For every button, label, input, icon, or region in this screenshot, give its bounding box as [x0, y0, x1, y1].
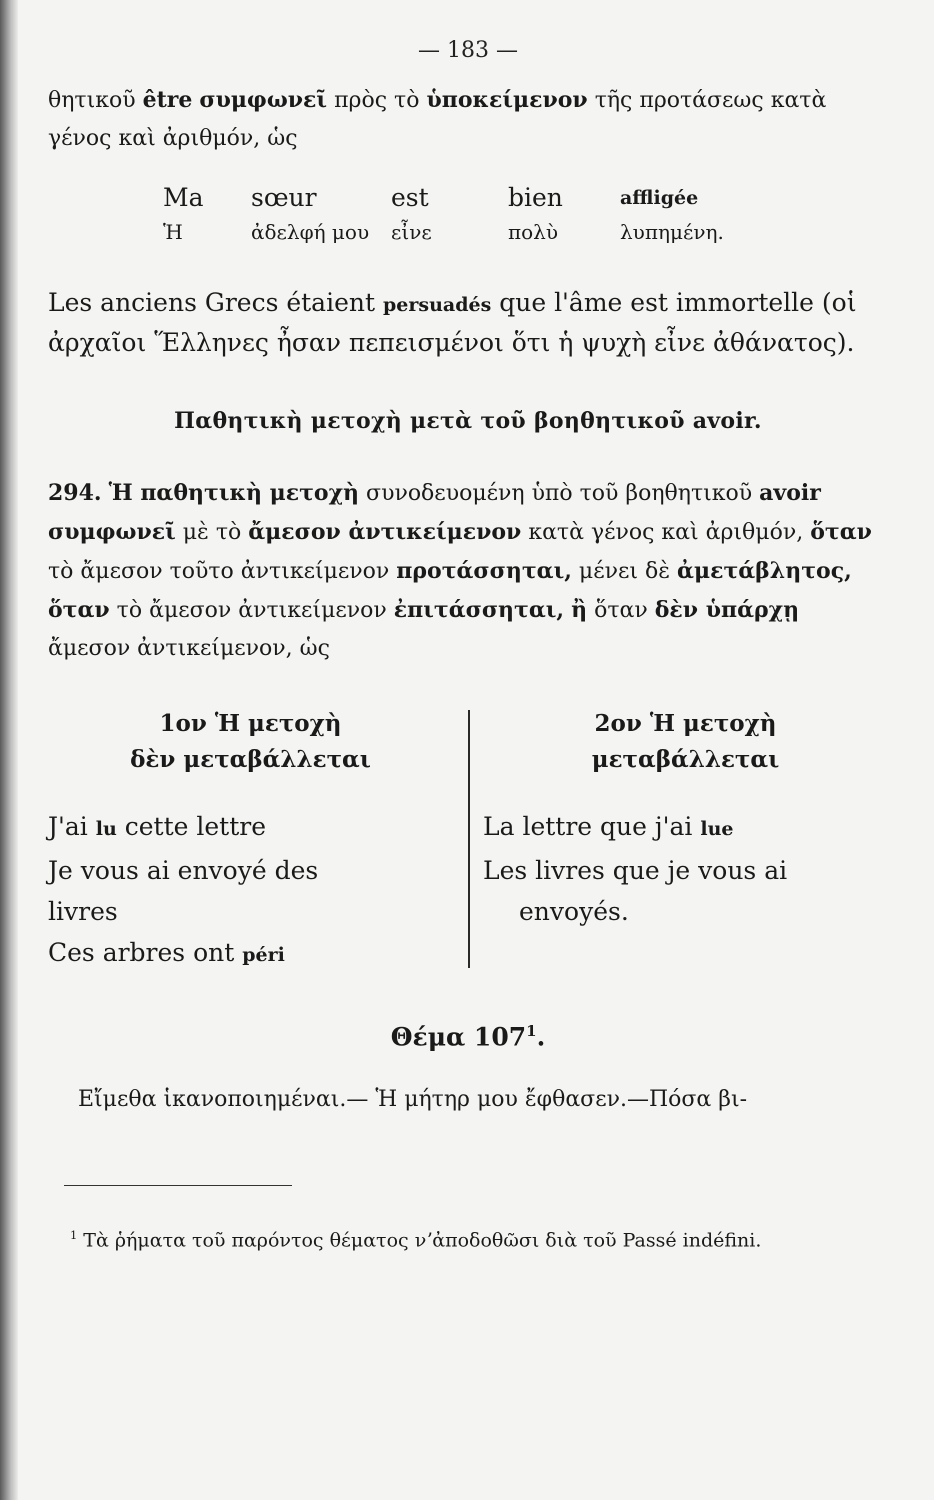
footnote-marker: 1	[70, 1228, 78, 1243]
example-word: εἶνε	[391, 220, 432, 244]
para-bold: ἀμετάβλητος,	[677, 558, 852, 584]
intro-bold-subject: ὑποκείμενον	[426, 87, 588, 113]
para-bold: avoir συμφωνεῖ	[48, 480, 821, 545]
example-line	[48, 932, 453, 976]
example-french-row	[163, 180, 888, 216]
example-line: envoyés.	[519, 897, 629, 926]
book-binding-shadow	[0, 0, 18, 1500]
example-word: ἀδελφή μου	[251, 220, 370, 244]
para-bold: δὲν ὑπάρχῃ	[654, 597, 800, 623]
example-line	[48, 806, 453, 850]
exercise-title-period: .	[536, 1022, 546, 1052]
para-bold: ὅταν	[48, 597, 110, 623]
para-text: ὅταν	[594, 598, 648, 623]
line-text: cette lettre	[124, 812, 267, 841]
page-number: — 183 —	[418, 38, 518, 63]
example2-text: que l'âme est immortelle (οἱ ἀρχαῖοι Ἕλληνες ἦσαν πεπεισμένοι ὅτι ἡ ψυχὴ εἶνε ἀθάνατος).	[48, 288, 857, 357]
heading-line: μεταβάλλεται	[591, 746, 780, 773]
para-bold: ὅταν	[810, 519, 872, 545]
example-word: sœur	[251, 183, 317, 212]
exercise-title-text: Θέμα 107	[390, 1022, 527, 1052]
line-bold: lu	[95, 818, 117, 840]
example-word: λυπημένη.	[620, 220, 724, 244]
example2-bold: persuadés	[382, 294, 492, 316]
exercise-text: Εἴμεθα ἱκανοποιημέναι.— Ἡ μήτηρ μου ἔφθασεν.—Πόσα βι-	[78, 1087, 748, 1113]
heading-number: 2ον	[594, 710, 642, 737]
example-word: bien	[508, 183, 563, 212]
left-column-heading	[48, 706, 453, 778]
para-bold: προτάσσηται,	[396, 558, 572, 584]
para-bold: Ἡ παθητικὴ μετοχὴ	[108, 480, 360, 506]
comparison-columns	[48, 706, 888, 976]
intro-text: θητικοῦ	[48, 88, 136, 113]
heading-line: Ἡ μετοχὴ	[214, 710, 342, 737]
paragraph-294	[48, 474, 888, 668]
example-word: Ἡ	[163, 220, 183, 244]
example-word: Ma	[163, 183, 204, 212]
example-greek-row	[163, 216, 888, 248]
para-bold: ἐπιτάσσηται,	[393, 597, 565, 623]
right-column	[467, 706, 888, 976]
line-text: La lettre que j'ai	[483, 812, 693, 841]
para-bold: ἄμεσον ἀντικείμενον	[248, 519, 522, 545]
paragraph-number: 294.	[48, 480, 102, 506]
example2-text: Les anciens Grecs étaient	[48, 288, 376, 317]
example-word: est	[391, 183, 429, 212]
left-column	[48, 706, 467, 976]
exercise-title	[48, 1022, 888, 1051]
example2-paragraph	[48, 284, 888, 362]
line-text: Ces arbres ont	[48, 938, 235, 967]
example-sentence	[163, 180, 888, 248]
line-bold: péri	[242, 944, 285, 966]
intro-text: τῆς προτάσεως κατὰ γένος καὶ ἀριθμόν, ὡς	[48, 88, 827, 151]
heading-line: δὲν μεταβάλλεται	[130, 746, 371, 773]
intro-bold-verb: συμφωνεῖ	[199, 87, 328, 113]
para-text: μένει δὲ	[578, 559, 671, 584]
line-bold: lue	[700, 818, 734, 840]
example-line: Je vous ai envoyé des	[48, 856, 319, 885]
line-text: J'ai	[48, 812, 88, 841]
column-divider	[468, 710, 470, 968]
para-text: τὸ ἄμεσον ἀντικείμενον	[116, 598, 387, 623]
right-column-heading	[483, 706, 888, 778]
intro-paragraph	[48, 81, 888, 158]
example-word: πολὺ	[508, 220, 559, 244]
footnote-reference: 1	[526, 1022, 537, 1040]
para-text: ἄμεσον ἀντικείμενον, ὡς	[48, 636, 330, 661]
example-word-bold: affligée	[620, 187, 699, 209]
footnote	[48, 1220, 888, 1255]
para-text: μὲ τὸ	[182, 520, 242, 545]
footnote-text: Τὰ ῥήματα τοῦ παρόντος θέματος νʼἀποδοθῶσι διὰ τοῦ Passé indéfini.	[83, 1229, 762, 1252]
footnote-rule	[64, 1185, 292, 1186]
para-text: συνοδευομένη ὑπὸ τοῦ βοηθητικοῦ	[366, 481, 753, 506]
para-text: κατὰ γένος καὶ ἀριθμόν,	[528, 520, 804, 545]
example-line: livres	[48, 897, 118, 926]
section-heading: Παθητικὴ μετοχὴ μετὰ τοῦ βοηθητικοῦ avoir.	[174, 408, 762, 434]
intro-bold-etre: être	[142, 87, 193, 113]
heading-number: 1ον	[159, 710, 207, 737]
example-line	[483, 806, 888, 850]
example-line: Les livres que je vous ai	[483, 856, 788, 885]
intro-text: πρὸς τὸ	[334, 88, 420, 113]
book-page	[48, 38, 888, 1478]
para-text: τὸ ἄμεσον τοῦτο ἀντικείμενον	[48, 559, 390, 584]
para-bold: ἢ	[571, 597, 588, 623]
heading-line: Ἡ μετοχὴ	[649, 710, 777, 737]
